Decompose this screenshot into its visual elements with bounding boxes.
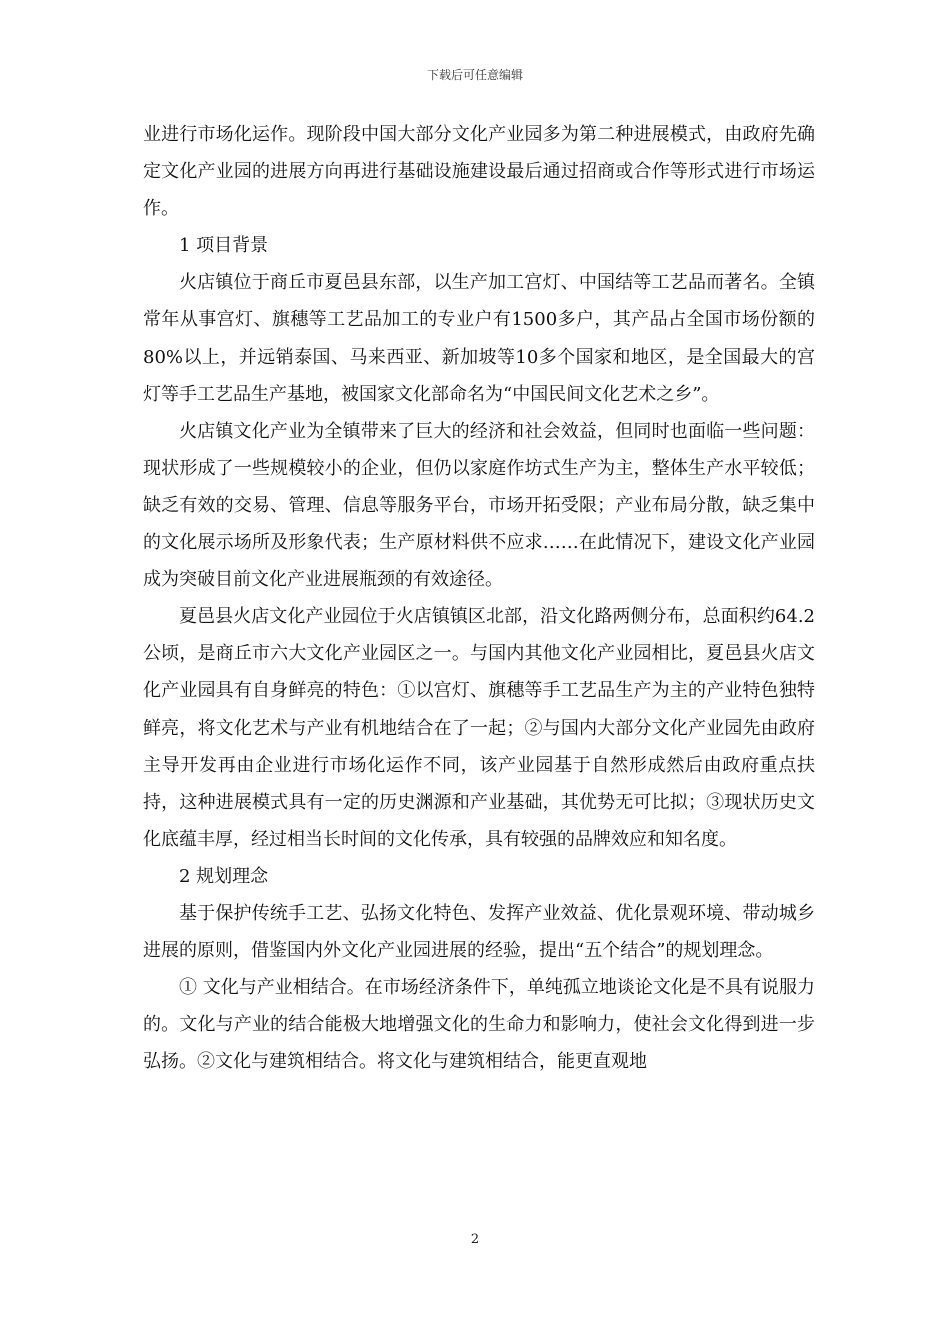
page-header: 下载后可任意编辑	[426, 68, 523, 82]
paragraph: 火店镇文化产业为全镇带来了巨大的经济和社会效益，但同时也面临一些问题：现状形成了一些规模较小的企业，但仍以家庭作坊式生产为主，整体生产水平较低；缺乏有效的交易、管理、信息等服务平台，市场开拓受限；产业布局分散，缺乏集中的文化展示场所及形象代表；生产原材料供不应求……在此情况下，建设文化产业园成为突破目前文化产业进展瓶颈的有效途径。	[143, 420, 815, 591]
paragraph: 火店镇位于商丘市夏邑县东部，以生产加工宫灯、中国结等工艺品而著名。全镇常年从事宫灯、旗穗等工艺品加工的专业户有1500多户，其产品占全国市场份额的80%以上，并远销泰国、马来西亚、新加坡等10多个国家和地区，是全国最大的宫灯等手工艺品生产基地，被国家文化部命名为“中国民间文化艺术之乡”。	[143, 272, 815, 405]
paragraph: 夏邑县火店文化产业园位于火店镇镇区北部，沿文化路两侧分布，总面积约64.2公顷，是商丘市六大文化产业园区之一。与国内其他文化产业园相比，夏邑县火店文化产业园具有自身鲜亮的特色：①以宫灯、旗穗等手工艺品生产为主的产业特色独特鲜亮，将文化艺术与产业有机地结合在了一起；②与国内大部分文化产业园先由政府主导开发再由企业进行市场化运作不同，该产业园基于自然形成然后由政府重点扶持，这种进展模式具有一定的历史渊源和产业基础，其优势无可比拟；③现状历史文化底蕴丰厚，经过相当长时间的文化传承，具有较强的品牌效应和知名度。	[143, 606, 815, 850]
section-heading-2: 2 规划理念	[179, 865, 269, 887]
paragraph: ① 文化与产业相结合。在市场经济条件下，单纯孤立地谈论文化是不具有说服力的。文化与产业的结合能极大地增强文化的生命力和影响力，使社会文化得到进一步弘扬。②文化与建筑相结合。将文化与建筑相结合，能更直观地	[143, 977, 815, 1073]
paragraph-continuation: 业进行市场化运作。现阶段中国大部分文化产业园多为第二种进展模式，由政府先确定文化产业园的进展方向再进行基础设施建设最后通过招商或合作等形式进行市场运作。	[143, 124, 815, 220]
section-heading-1: 1 项目背景	[179, 235, 269, 257]
page-number: 2	[470, 1232, 480, 1247]
body-text	[143, 116, 815, 1080]
paragraph: 基于保护传统手工艺、弘扬文化特色、发挥产业效益、优化景观环境、带动城乡进展的原则，借鉴国内外文化产业园进展的经验，提出“五个结合”的规划理念。	[143, 902, 815, 962]
